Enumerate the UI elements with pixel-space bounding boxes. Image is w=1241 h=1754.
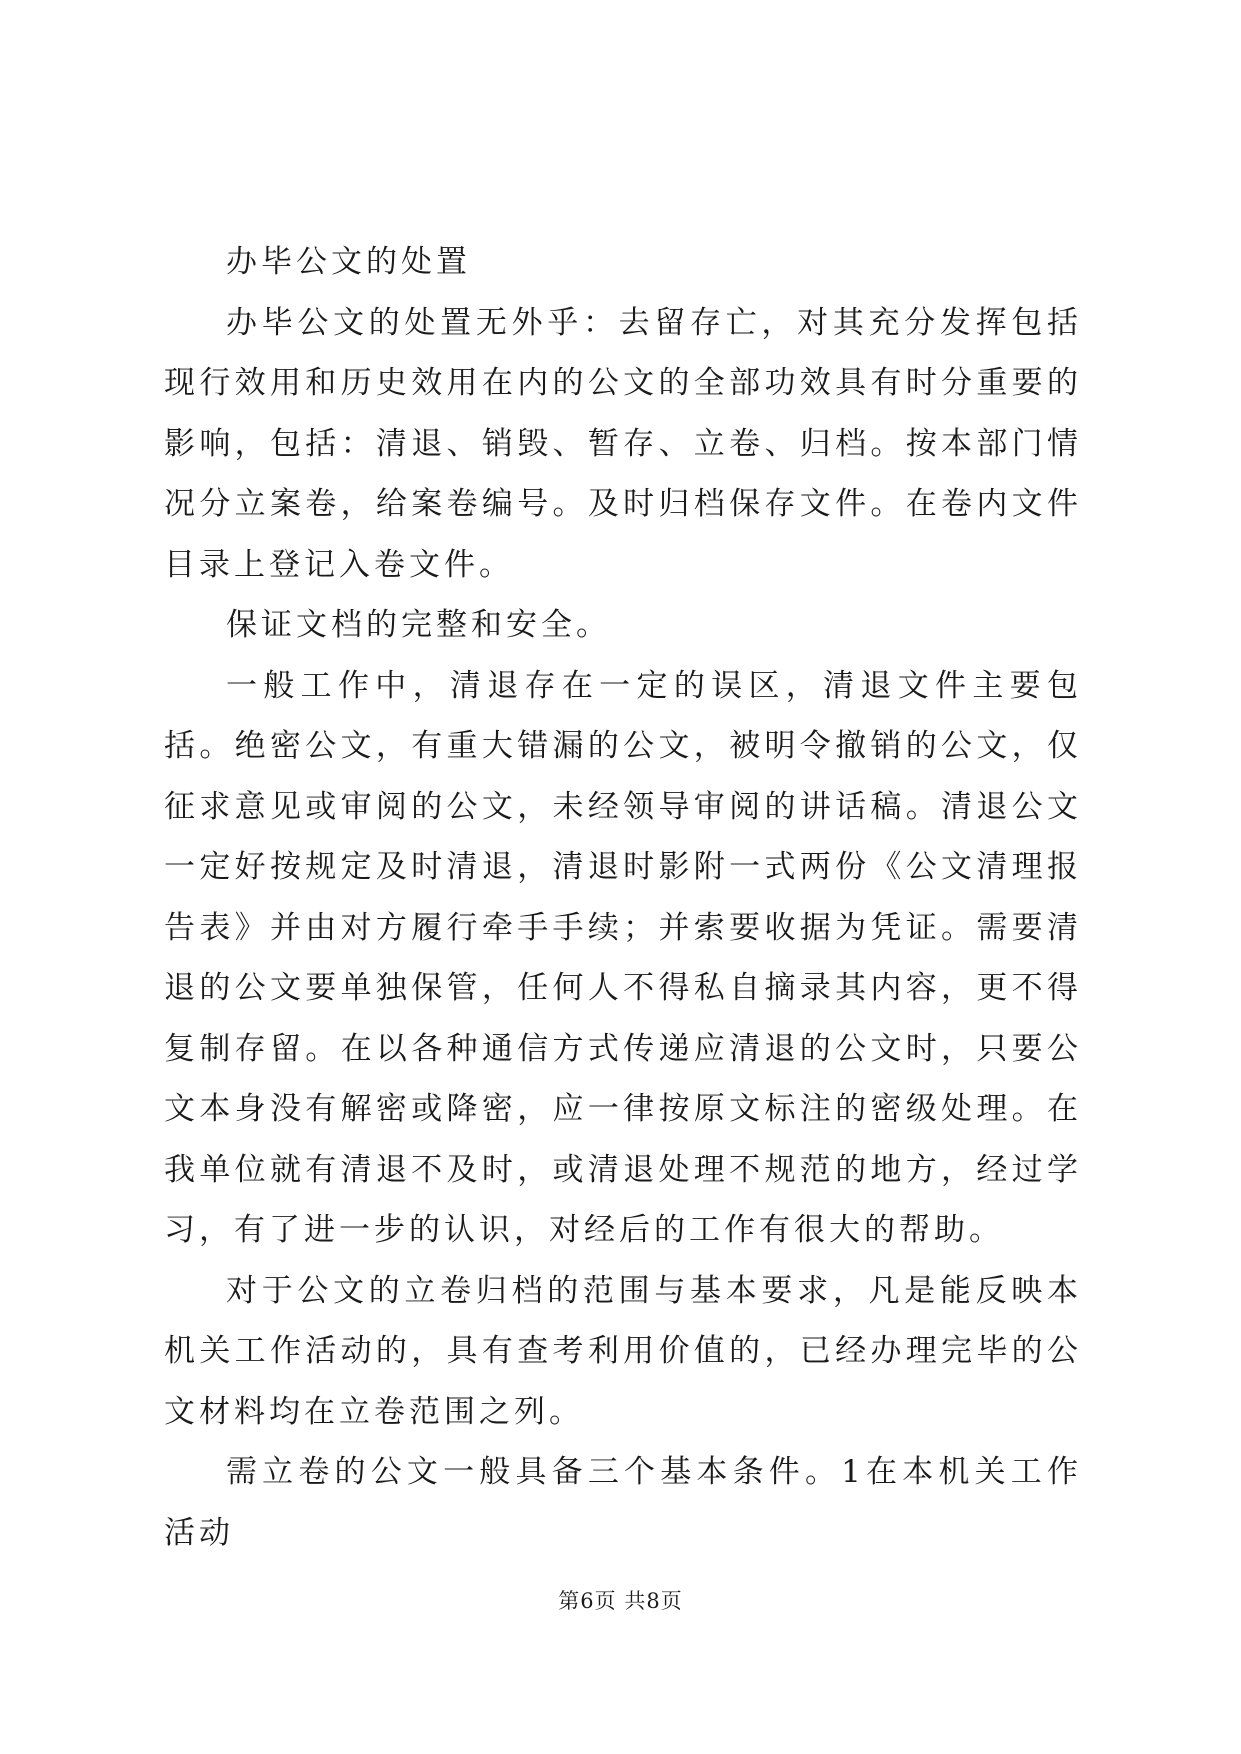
section-heading: 办毕公文的处置 bbox=[226, 244, 471, 280]
paragraph-filing-scope: 对于公文的立卷归档的范围与基本要求，凡是能反映本机关工作活动的，具有查考利用价值的，已经办理完毕的公文材料均在立卷范围之列。 bbox=[164, 1272, 1082, 1430]
paragraph-ensure-safety: 保证文档的完整和安全。 bbox=[226, 607, 611, 643]
paragraph-disposal-overview: 办毕公文的处置无外乎：去留存亡，对其充分发挥包括现行效用和历史效用在内的公文的全部功效具有时分重要的影响，包括：清退、销毁、暂存、立卷、归档。按本部门情况分立案卷，给案卷编号。及时归档保存文件。在卷内文件目录上登记入卷文件。 bbox=[164, 304, 1082, 583]
document-body bbox=[164, 232, 1082, 1563]
paragraph-return-documents: 一般工作中，清退存在一定的误区，清退文件主要包括。绝密公文，有重大错漏的公文，被明令撤销的公文，仅征求意见或审阅的公文，未经领导审阅的讲话稿。清退公文一定好按规定及时清退，清退时影附一式两份《公文清理报告表》并由对方履行牵手手续；并索要收据为凭证。需要清退的公文要单独保管，任何人不得私自摘录其内容，更不得复制存留。在以各种通信方式传递应清退的公文时，只要公文本身没有解密或降密，应一律按原文标注的密级处理。在我单位就有清退不及时，或清退处理不规范的地方，经过学习，有了进一步的认识，对经后的工作有很大的帮助。 bbox=[164, 667, 1082, 1248]
page-number-footer: 第6页 共8页 bbox=[558, 1589, 683, 1613]
paragraph-filing-conditions: 需立卷的公文一般具备三个基本条件。1在本机关工作活动 bbox=[164, 1454, 1082, 1551]
